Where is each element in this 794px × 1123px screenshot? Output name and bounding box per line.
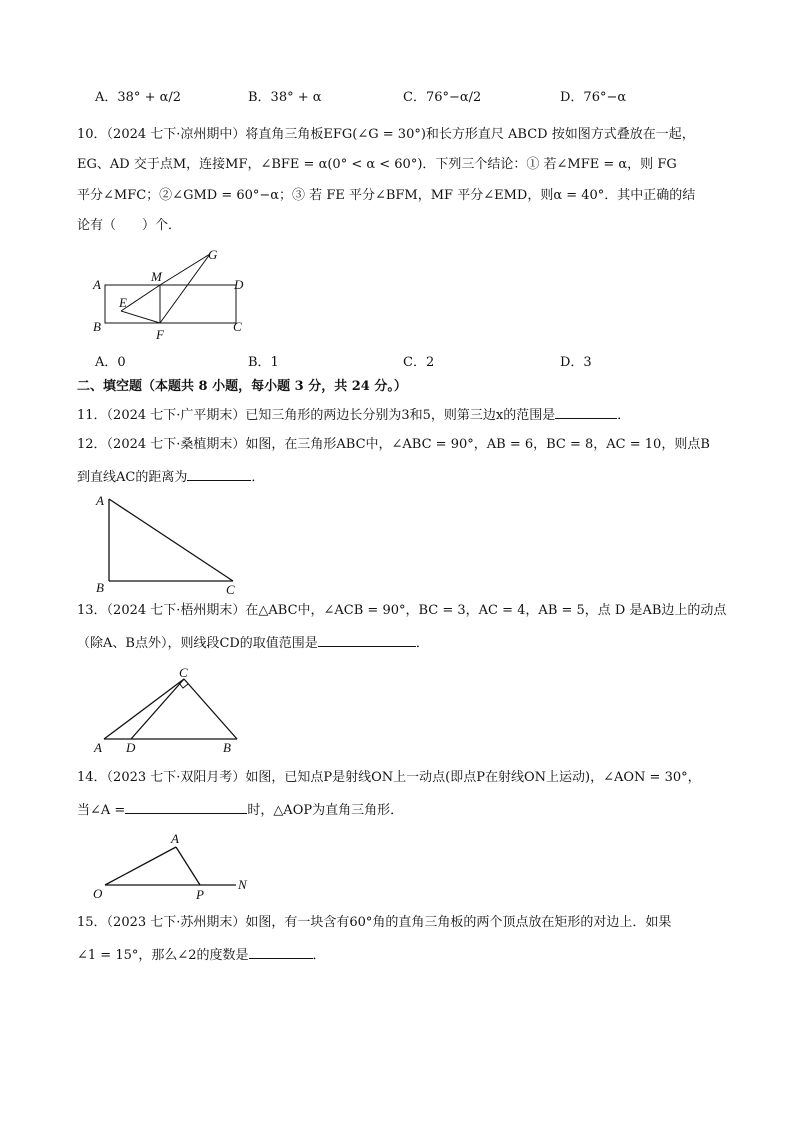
q12-line-2 <box>77 468 264 486</box>
q14-label-O: O <box>93 886 103 901</box>
q10-line-3: 平分∠MFC；②∠GMD = 60°−α；③ 若 FE 平分∠BFM，MF 平分∠EMD，则α = 40°．其中正确的结 <box>77 188 696 203</box>
q10-label-G: G <box>208 247 218 262</box>
q11-answer-blank[interactable] <box>555 406 617 419</box>
section-heading-fill-in: 二、填空题（本题共 8 小题，每小题 3 分，共 24 分。） <box>77 379 407 394</box>
q10-label-F: F <box>156 327 164 342</box>
q12-line-1: 12．（2024 七下·桑植期末）如图，在三角形ABC中，∠ABC = 90°，AB = 6，BC = 8，AC = 10，则点B <box>77 437 710 452</box>
q12-label-A: A <box>96 493 104 508</box>
q13-stem: （除A、B点外），则线段CD的取值范围是 <box>77 636 318 651</box>
q10-line-1: 10．（2024 七下·凉州期中）将直角三角板EFG(∠G = 30°)和长方形直尺 ABCD 按如图方式叠放在一起， <box>77 127 695 142</box>
q15-line-2 <box>77 946 326 964</box>
q10-label-M: M <box>151 269 162 284</box>
q10-line-2: EG、AD 交于点M，连接MF，∠BFE = α(0° < α < 60°)．下列三个结论：① 若∠MFE = α，则 FG <box>77 157 677 172</box>
q15-end: ． <box>312 948 326 963</box>
q12-label-B: B <box>96 580 104 595</box>
q9-option-c: C．76°−α/2 <box>403 90 482 105</box>
q11-text <box>77 406 630 424</box>
q15-line-1: 15．（2023 七下·苏州期末）如图，有一块含有60°角的直角三角板的两个顶点放在矩形的对边上．如果 <box>77 915 672 930</box>
q13-label-D: D <box>126 740 136 755</box>
q13-label-A: A <box>94 740 102 755</box>
q13-label-C: C <box>179 665 188 680</box>
q15-answer-blank[interactable] <box>249 946 313 959</box>
q10-option-c: C．2 <box>403 355 435 370</box>
q12-stem: 到直线AC的距离为 <box>77 470 188 485</box>
q9-option-b: B．38° + α <box>248 90 322 105</box>
q14-stem-b: 时，△AOP为直角三角形． <box>247 803 404 818</box>
q10-option-b: B．1 <box>248 355 279 370</box>
q14-stem-a: 当∠A = <box>77 803 126 818</box>
q15-stem: ∠1 = 15°，那么∠2的度数是 <box>77 948 249 963</box>
q14-answer-blank[interactable] <box>125 801 247 814</box>
q10-label-A: A <box>93 277 101 292</box>
q14-label-A: A <box>171 831 179 846</box>
q10-option-a: A．0 <box>95 355 126 370</box>
q13-end: ． <box>415 636 429 651</box>
q13-figure-triangle-abc <box>90 660 250 756</box>
q12-end: ． <box>251 470 265 485</box>
q14-label-P: P <box>196 887 204 902</box>
q13-line-1: 13．（2024 七下·梧州期末）在△ABC中，∠ACB = 90°，BC = 3，AC = 4，AB = 5，点 D 是AB边上的动点 <box>77 603 727 618</box>
q10-label-C: C <box>233 319 242 334</box>
q9-option-d: D．76°−α <box>560 90 627 105</box>
q13-line-2 <box>77 634 429 652</box>
q11-stem: 11．（2024 七下·广平期末）已知三角形的两边长分别为3和5，则第三边x的范围是 <box>77 408 556 423</box>
q14-label-N: N <box>238 877 247 892</box>
q10-label-D: D <box>234 277 244 292</box>
q10-label-E: E <box>119 295 127 310</box>
q10-line-4: 论有（ ）个． <box>77 218 182 233</box>
q14-line-1: 14．（2023 七下·双阳月考）如图，已知点P是射线ON上一动点(即点P在射线ON上运动)，∠AON = 30°， <box>77 770 701 785</box>
q9-option-a: A．38° + α/2 <box>95 90 182 105</box>
q10-label-B: B <box>93 319 101 334</box>
q10-figure-ruler-triangle <box>88 244 258 346</box>
q12-figure-right-triangle <box>90 490 250 598</box>
q10-option-d: D．3 <box>560 355 592 370</box>
q12-label-C: C <box>226 582 235 597</box>
q13-label-B: B <box>223 740 231 755</box>
q11-end: ． <box>617 408 631 423</box>
q14-line-2 <box>77 801 403 819</box>
q14-figure-ray-triangle <box>90 827 260 903</box>
q13-answer-blank[interactable] <box>318 634 416 647</box>
q12-answer-blank[interactable] <box>187 468 251 481</box>
